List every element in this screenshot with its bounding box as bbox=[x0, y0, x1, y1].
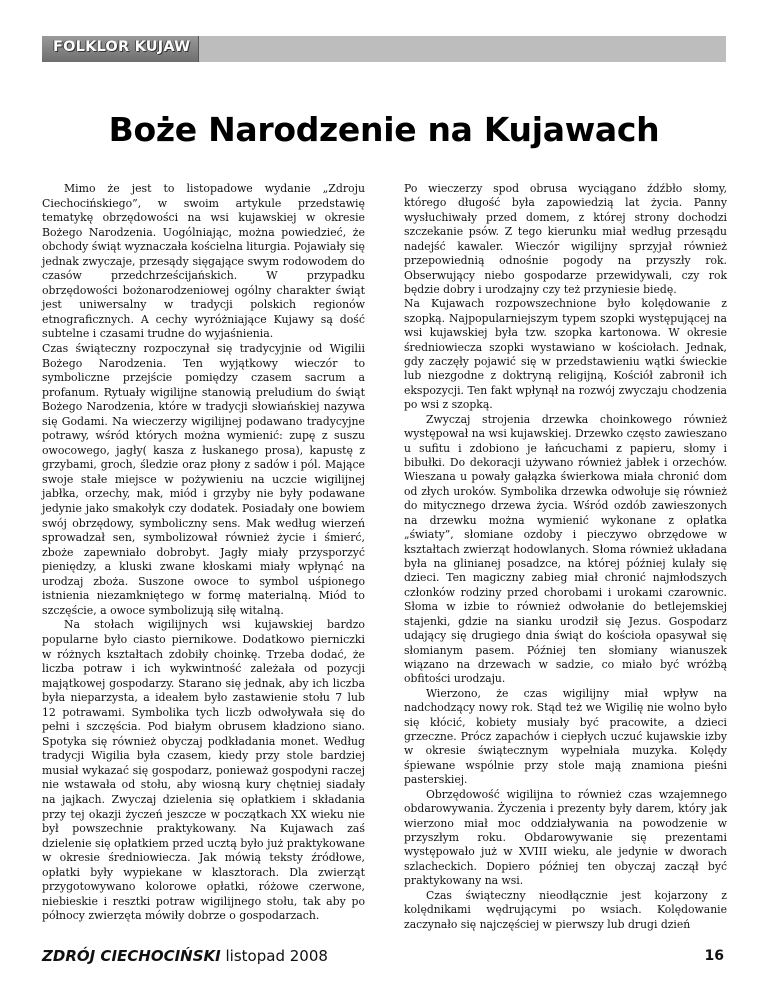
section-label: FOLKLOR KUJAW bbox=[53, 39, 191, 55]
paragraph: Mimo że jest to listopadowe wydanie „Zdroju Ciechocińskiego”, w swoim artykule przedstawię tematykę obrzędowości na wsi kujawskiej w okresie Bożego Narodzenia. Uogólniając, można powiedzieć, że obchody świąt wyznaczała kościelna liturgia. Pojawiały się jednak zwyczaje, przesądy sięgające swym rodowodem do czasów przedchrześcijańskich. W przypadku obrzędowości bożonarodzeniowej ogólny charakter świąt jest uniwersalny w tradycji polskich regionów etnograficznych. A cechy wyróżniające Kujawy są dość subtelne i czasami trudne do wyjaśnienia. bbox=[42, 182, 365, 341]
paragraph: Wierzono, że czas wigilijny miał wpływ na nadchodzący nowy rok. Stąd też we Wigilię nie wolno było się kłócić, kobiety musiały być pracowite, a dzieci grzeczne. Prócz zapachów i ciepłych uczuć kujawskie izby w okresie świątecznym wypełniała muzyka. Kolędy śpiewane wspólnie przy stole mają znamiona pieśni pasterskiej. bbox=[404, 686, 727, 787]
article-column-left bbox=[42, 182, 365, 924]
section-badge bbox=[42, 36, 199, 62]
paragraph: Na stołach wigilijnych wsi kujawskiej bardzo popularne było ciasto piernikowe. Dodatkowo pierniczki w różnych kształtach zdobiły choinkę. Trzeba dodać, że liczba potraw i ich wykwintność zależała od pozycji majątkowej gospodarzy. Starano się jednak, aby ich liczba była nieparzysta, a ideałem było zastawienie stołu 7 lub 12 potrawami. Symbolika tych liczb odwoływała się do pełni i szczęścia. Pod białym obrusem kładziono siano. Spotyka się również obyczaj podkładania monet. Według tradycji Wigilia była czasem, kiedy przy stole bardziej musiał wykazać się gospodarz, ponieważ gospodyni raczej nie wstawała od stołu, aby wiosną kury chętniej siadały na jajkach. Zwyczaj dzielenia się opłatkiem i składania przy tej okazji życzeń jeszcze w początkach XX wieku nie był powszechnie praktykowany. Na Kujawach zaś dzielenie się opłatkiem przed ucztą było już praktykowane w okresie średniowiecza. Jak mówią teksty źródłowe, opłatki były wypiekane w klasztorach. Dla zwierząt przygotowywano kolorowe opłatki, różowe czerwone, niebieskie i resztki potraw wigilijnego stołu, tak aby po północy zwierzęta mówiły dobrze o gospodarzach. bbox=[42, 618, 365, 923]
paragraph: Obrzędowość wigilijna to również czas wzajemnego obdarowywania. Życzenia i prezenty były darem, który jak wierzono miał moc oddziaływania na powodzenie w przyszłym roku. Obdarowywanie się prezentami występowało już w XVIII wieku, ale jedynie w dworach szlacheckich. Dopiero później ten obyczaj zaczął być praktykowany na wsi. bbox=[404, 787, 727, 888]
article-column-right bbox=[404, 182, 727, 932]
paragraph: Na Kujawach rozpowszechnione było kolędowanie z szopką. Najpopularniejszym typem szopki występującej na wsi kujawskiej była tzw. szopka kartonowa. W okresie średniowiecza szopki wystawiano w kościołach. Jednak, gdy zaczęły pojawić się w przedstawieniu wątki świeckie lub niezgodne z doktryną religijną, Kościół zabronił ich ekspozycji. Ten fakt wpłynął na rozwój zwyczaju chodzenia po wsi z szopką. bbox=[404, 297, 727, 412]
publication-name: ZDRÓJ CIECHOCIŃSKI bbox=[42, 947, 221, 965]
issue-date: listopad 2008 bbox=[225, 947, 328, 965]
section-band bbox=[42, 36, 726, 62]
paragraph: Zwyczaj strojenia drzewka choinkowego również występował na wsi kujawskiej. Drzewko często zawieszano u sufitu i zdobiono je łańcuchami z papieru, słomy i bibułki. Do dekoracji używano również jabłek i orzechów. Wieszana u powały gałązka świerkowa miała chronić dom od złych uroków. Symbolika drzewka odwołuje się również do mitycznego drzewa życia. Wśród ozdób zawieszonych na drzewku można wymienić wykonane z opłatka „światy”, słomiane ozdoby i pieczywo obrzędowe w kształtach zwierząt hodowlanych. Słoma również układana była na glinianej posadzce, na której później kulały się dzieci. Ten magiczny zabieg miał chronić najmłodszych członków rodziny przed chorobami i urokami czarownic. Słoma w izbie to również odwołanie do betlejemskiej stajenki, gdzie na sianku urodził się Jezus. Gospodarz udający się drugiego dnia świąt do kościoła opasywał się słomianym pasem. Później ten słomiany wianuszek wiązano na drzewach w sadzie, co miało być wróżbą obfitości urodzaju. bbox=[404, 412, 727, 686]
article-title: Boże Narodzenie na Kujawach bbox=[108, 110, 660, 149]
page-number: 16 bbox=[704, 948, 724, 964]
paragraph: Po wieczerzy spod obrusa wyciągano źdźbło słomy, którego długość była zapowiedzią lat życia. Panny wysłuchiwały przed domem, z której strony dochodzi szczekanie psów. Z tego kierunku miał według przesądu nadejść kawaler. Wieczór wigilijny sprzyjał również przepowiednią odnośnie pogody na przyszły rok. Obserwujący niebo gospodarze przewidywali, czy rok będzie dobry i urodzajny czy też przyniesie biedę. bbox=[404, 182, 727, 296]
paragraph: Czas świąteczny nieodłącznie jest kojarzony z kolędnikami wędrującymi po wsiach. Kolędowanie zaczynało się najczęściej w pierwszy lub drugi dzień bbox=[404, 888, 727, 931]
paragraph: Czas świąteczny rozpoczynał się tradycyjnie od Wigilii Bożego Narodzenia. Ten wyjątkowy wieczór to symboliczne przejście pomiędzy czasem sacrum a profanum. Rytuały wigilijne stanowią preludium do świąt Bożego Narodzenia, które w tradycji słowiańskiej nazywa się Godami. Na wieczerzy wigilijnej podawano tradycyjne potrawy, wśród których można wymienić: zupę z suszu owocowego, jagły( kasza z łuskanego prosa), kapustę z grzybami, groch, śledzie oraz płony z sadów i pól. Mające swoje stałe miejsce w pożywieniu na uczcie wigilijnej jabłka, orzechy, mak, miód i grzyby nie były podawane jedynie jako smakołyk czy dodatek. Posiadały one bowiem swój obrzędowy, symboliczny sens. Mak według wierzeń sprowadzał sen, symbolizował również życie i śmierć, zboże zapewniało dobrobyt. Jagły miały przysporzyć pieniędzy, a kluski zwane kłoskami miały wpłynąć na urodzaj zboża. Suszone owoce to symbol uśpionego istnienia niezamkniętego w formę materialną. Miód to szczęście, a owoce symbolizują siłę witalną. bbox=[42, 342, 365, 617]
footer-publication bbox=[42, 947, 328, 965]
